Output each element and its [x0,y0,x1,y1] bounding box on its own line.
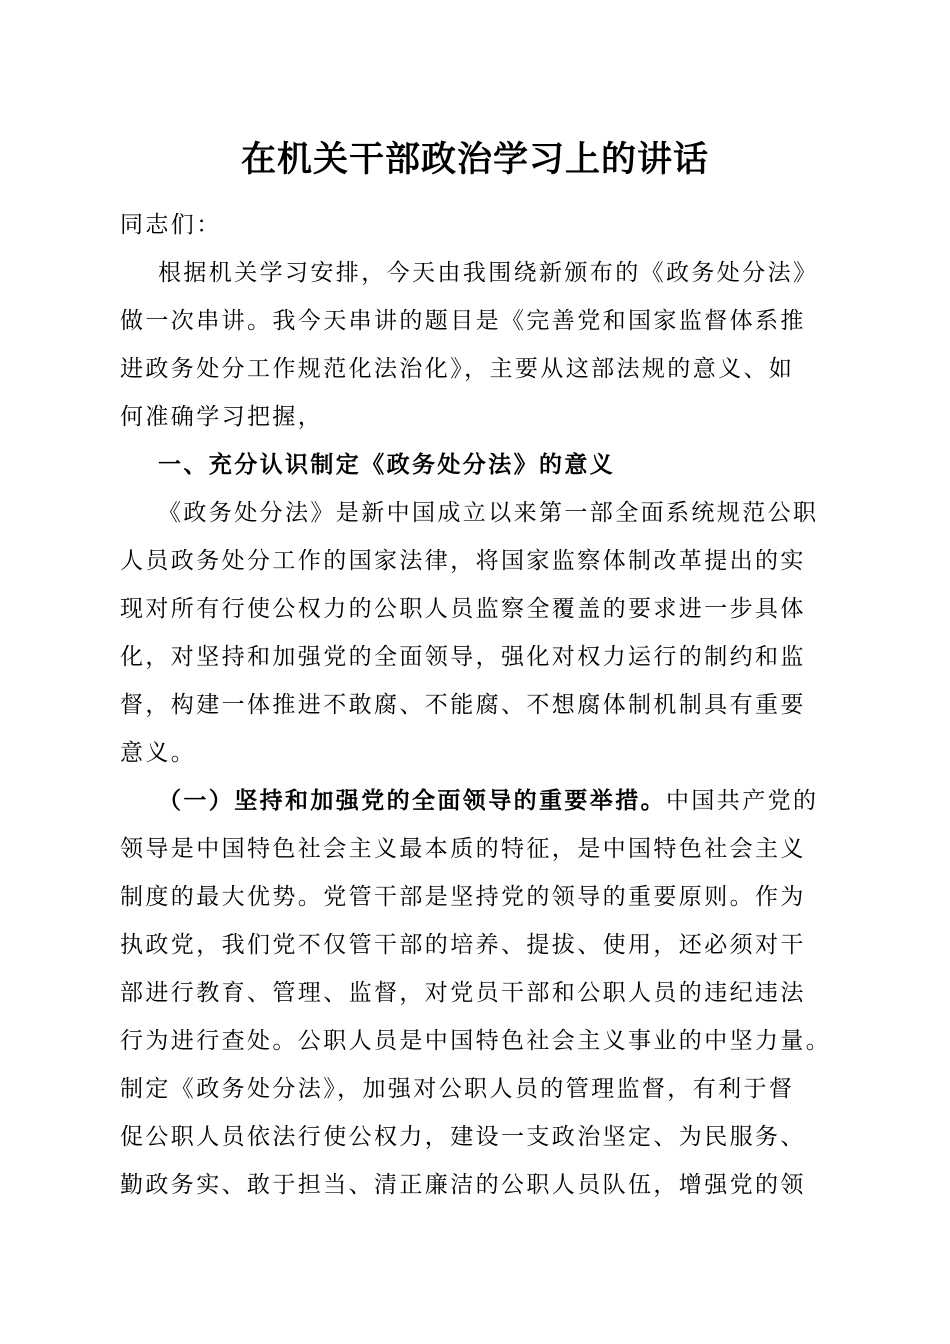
intro-line: 做一次串讲。我今天串讲的题目是《完善党和国家监督体系推 [120,308,806,334]
subsection-1-line: 行为进行查处。公职人员是中国特色社会主义事业的中坚力量。 [120,1028,832,1054]
section-1-line: 化，对坚持和加强党的全面领导，强化对权力运行的制约和监 [120,644,806,670]
subsection-1-line: 执政党，我们党不仅管干部的培养、提拔、使用，还必须对干 [120,932,806,958]
section-1-line: 意义。 [120,740,197,766]
subsection-1-line: 部进行教育、管理、监督，对党员干部和公职人员的违纪违法 [120,980,806,1006]
section-1-line: 《政务处分法》是新中国成立以来第一部全面系统规范公职 [158,500,819,526]
subsection-1-line: 制定《政务处分法》，加强对公职人员的管理监督，有利于督 [120,1076,795,1102]
subsection-1-line: 领导是中国特色社会主义最本质的特征，是中国特色社会主义 [120,836,806,862]
subsection-1-text: 中国共产党的 [666,788,819,814]
salutation: 同志们： [120,212,222,238]
subsection-1-first-line [158,783,818,819]
document-title: 在机关干部政治学习上的讲话 [240,139,709,180]
intro-line: 何准确学习把握， [120,404,324,430]
section-1-line: 人员政务处分工作的国家法律，将国家监察体制改革提出的实 [120,548,806,574]
subsection-1-line: 勤政务实、敢于担当、清正廉洁的公职人员队伍，增强党的领 [120,1172,806,1198]
section-1-line: 现对所有行使公权力的公职人员监察全覆盖的要求进一步具体 [120,596,806,622]
subsection-1-line: 促公职人员依法行使公权力，建设一支政治坚定、为民服务、 [120,1124,806,1150]
subsection-1-heading: （一）坚持和加强党的全面领导的重要举措。 [158,787,666,814]
intro-line: 根据机关学习安排，今天由我围绕新颁布的《政务处分法》 [158,260,819,286]
intro-line: 进政务处分工作规范化法治化》，主要从这部法规的意义、如 [120,356,795,382]
section-1-line: 督，构建一体推进不敢腐、不能腐、不想腐体制机制具有重要 [120,692,806,718]
subsection-1-line: 制度的最大优势。党管干部是坚持党的领导的重要原则。作为 [120,884,806,910]
section-1-heading: 一、充分认识制定《政务处分法》的意义 [158,451,616,478]
